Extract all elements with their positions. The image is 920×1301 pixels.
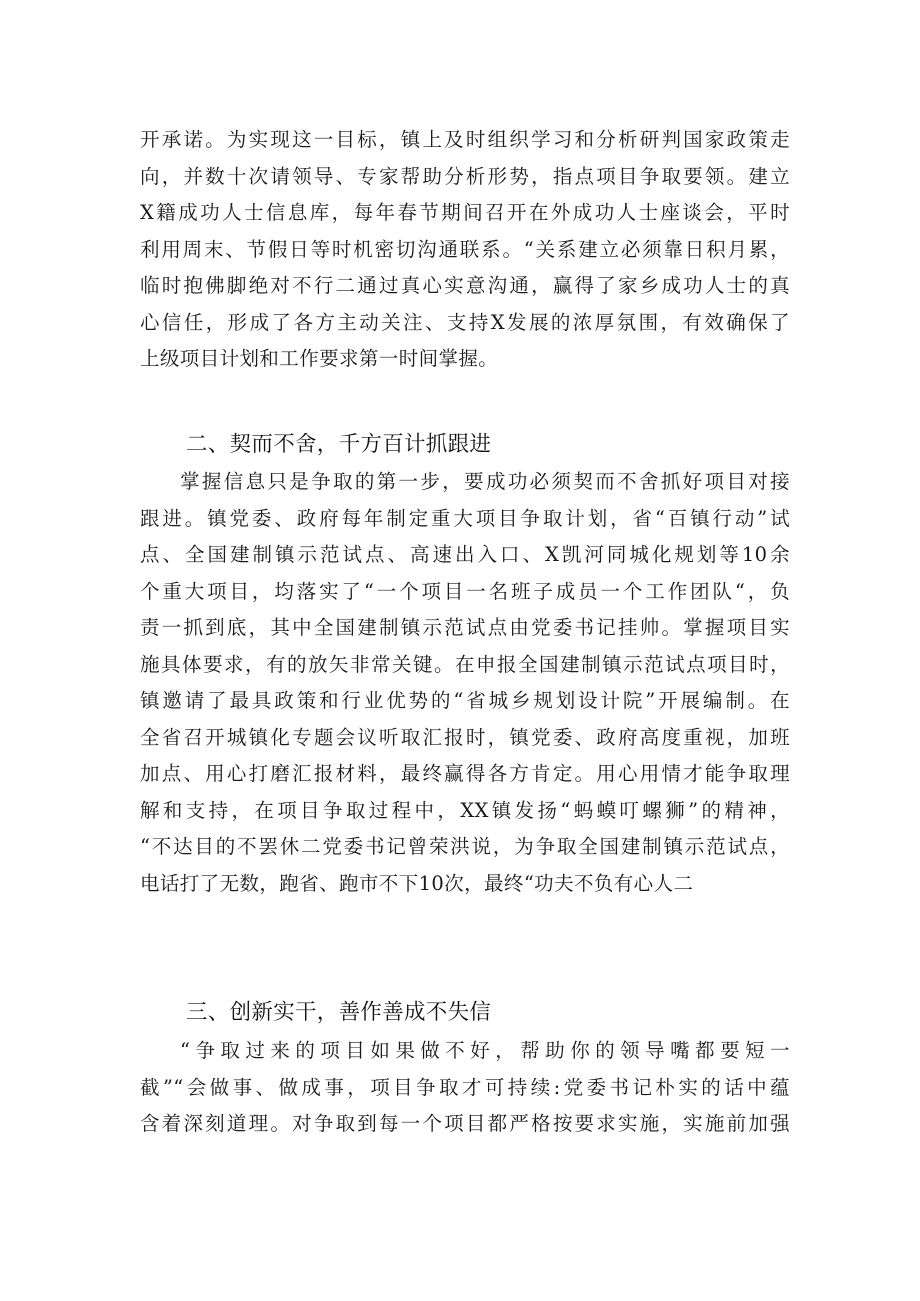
text-line: 开承诺。为实现这一目标，镇上及时组织学习和分析研判国家政策走 <box>140 128 790 151</box>
text-line: 跟进。镇党委、政府每年制定重大项目争取计划，省“百镇行动”试 <box>140 506 790 530</box>
text-line: 解和支持，在项目争取过程中，XX镇发扬“蚂蟆叮螺狮”的精神， <box>140 798 790 822</box>
text-line: 截”“会做事、做成事，项目争取才可持续:党委书记朴实的话中蕴 <box>140 1075 790 1099</box>
paragraph-2 <box>140 464 790 902</box>
text-line: 责一抓到底，其中全国建制镇示范试点由党委书记挂帅。掌握项目实 <box>140 616 790 639</box>
text-line: 临时抱佛脚绝对不行二通过真心实意沟通，赢得了家乡成功人士的真 <box>140 274 790 297</box>
paragraph-3 <box>140 1033 790 1143</box>
text-line: 利用周末、节假日等时机密切沟通联系。“关系建立必须靠日积月累， <box>140 237 790 261</box>
section-heading-3: 三、创新实干，善作善成不失信 <box>186 1000 492 1025</box>
paragraph-1 <box>140 122 790 378</box>
text-line: 加点、用心打磨汇报材料，最终赢得各方肯定。用心用情才能争取理 <box>140 762 790 785</box>
text-line: 心信任，形成了各方主动关注、支持X发展的浓厚氛围，有效确保了 <box>140 310 790 334</box>
text-line: X籍成功人士信息库，每年春节期间召开在外成功人士座谈会，平时 <box>140 201 790 224</box>
text-line: 含着深刻道理。对争取到每一个项目都严格按要求实施，实施前加强 <box>140 1112 790 1135</box>
text-line: “争取过来的项目如果做不好，帮助你的领导嘴都要短一 <box>180 1039 790 1062</box>
text-line: 向，并数十次请领导、专家帮助分析形势，指点项目争取要领。建立 <box>140 164 790 188</box>
section-heading-2: 二、契而不舍，千方百计抓跟进 <box>186 432 492 457</box>
text-line: 个重大项目，均落实了“一个项目一名班子成员一个工作团队“，负 <box>140 579 790 603</box>
text-line: 施具体要求，有的放矢非常关键。在申报全国建制镇示范试点项目时， <box>140 652 790 676</box>
text-line: 全省召开城镇化专题会议听取汇报时，镇党委、政府高度重视，加班 <box>140 725 790 749</box>
text-line: 电话打了无数，跑省、跑市不下10次，最终“功夫不负有心人二 <box>140 871 694 895</box>
text-line: “不达目的不罢休二党委书记曾荣洪说，为争取全国建制镇示范试点， <box>140 835 790 858</box>
text-line: 掌握信息只是争取的第一步，要成功必须契而不舍抓好项目对接 <box>180 470 790 493</box>
text-line: 点、全国建制镇示范试点、高速出入口、X凯河同城化规划等10余 <box>140 543 790 566</box>
text-line: 上级项目计划和工作要求第一时间掌握。 <box>140 347 499 370</box>
text-line: 镇邀请了最具政策和行业优势的“省城乡规划设计院”开展编制。在 <box>140 689 790 712</box>
